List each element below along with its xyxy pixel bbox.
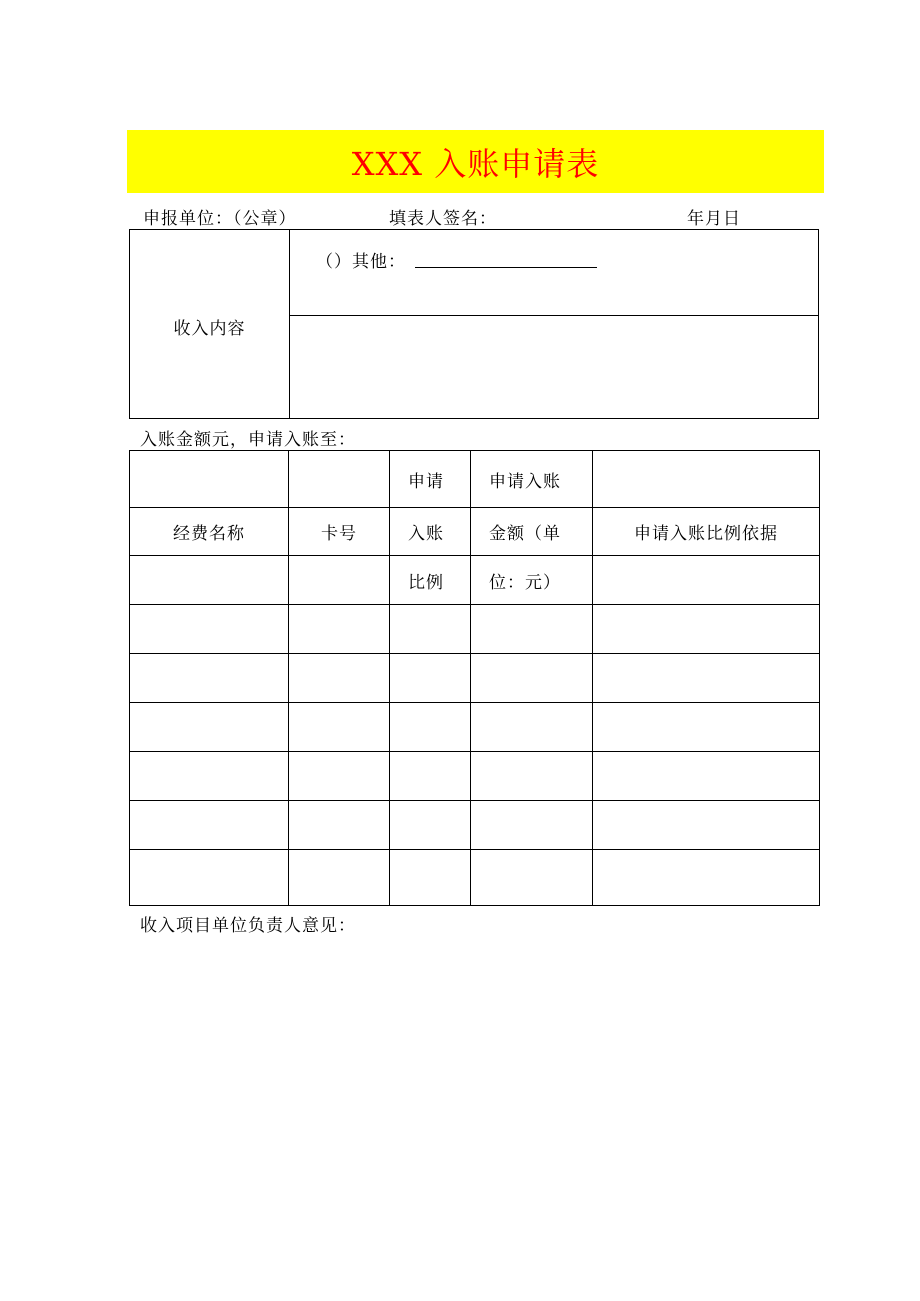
- other-option-label: （）其他：: [316, 252, 406, 272]
- table-row: [130, 556, 820, 605]
- table-cell[interactable]: [593, 703, 820, 752]
- table-row: [130, 451, 820, 508]
- table-cell[interactable]: [471, 654, 593, 703]
- table-cell[interactable]: [289, 451, 390, 508]
- table-cell[interactable]: [471, 850, 593, 906]
- table-cell[interactable]: [593, 451, 820, 508]
- table-row: [130, 801, 820, 850]
- table-cell[interactable]: [130, 451, 289, 508]
- header-card-no: 卡号: [289, 508, 390, 556]
- table-cell[interactable]: [471, 752, 593, 801]
- table-cell[interactable]: [289, 703, 390, 752]
- header-ratio-line1: 申请: [390, 451, 471, 508]
- table-cell[interactable]: [130, 801, 289, 850]
- header-ratio-line3: 比例: [390, 556, 471, 605]
- table-cell[interactable]: [593, 801, 820, 850]
- table-cell[interactable]: [390, 752, 471, 801]
- table-row: [130, 654, 820, 703]
- table-cell[interactable]: [390, 605, 471, 654]
- table-cell[interactable]: [471, 703, 593, 752]
- applicant-unit-label: 申报单位：（公章）: [143, 209, 297, 229]
- table-cell[interactable]: [130, 850, 289, 906]
- date-label: 年月日: [687, 209, 741, 229]
- title-band: [127, 130, 824, 193]
- header-fund-name: 经费名称: [130, 508, 289, 556]
- divider: [289, 230, 290, 418]
- table-cell[interactable]: [390, 801, 471, 850]
- table-cell[interactable]: [130, 654, 289, 703]
- amount-line: 入账金额元，申请入账至：: [140, 430, 356, 450]
- table-cell[interactable]: [593, 605, 820, 654]
- table-row: [130, 752, 820, 801]
- header-amount-line3: 位：元）: [471, 556, 593, 605]
- table-row: [130, 703, 820, 752]
- table-cell[interactable]: [289, 752, 390, 801]
- table-cell[interactable]: [471, 605, 593, 654]
- table-cell[interactable]: [390, 703, 471, 752]
- table-cell[interactable]: [289, 556, 390, 605]
- table-row: [130, 850, 820, 906]
- signer-label: 填表人签名：: [389, 209, 497, 229]
- table-row: [130, 605, 820, 654]
- opinion-label: 收入项目单位负责人意见：: [140, 916, 356, 936]
- table-row: [130, 508, 820, 556]
- header-basis: 申请入账比例依据: [593, 508, 820, 556]
- divider: [290, 315, 818, 316]
- other-fill-line[interactable]: [415, 267, 597, 268]
- income-content-label: 收入内容: [173, 319, 246, 339]
- table-cell[interactable]: [289, 850, 390, 906]
- table-cell[interactable]: [289, 801, 390, 850]
- table-cell[interactable]: [289, 654, 390, 703]
- table-cell[interactable]: [593, 654, 820, 703]
- income-content-box: [129, 229, 819, 419]
- allocation-table: [129, 450, 820, 906]
- table-cell[interactable]: [130, 703, 289, 752]
- table-cell[interactable]: [593, 556, 820, 605]
- form-title: XXX 入账申请表: [351, 144, 600, 183]
- table-cell[interactable]: [289, 605, 390, 654]
- header-amount-line1: 申请入账: [471, 451, 593, 508]
- table-cell[interactable]: [390, 850, 471, 906]
- header-amount-line2: 金额（单: [471, 508, 593, 556]
- header-ratio-line2: 入账: [390, 508, 471, 556]
- table-cell[interactable]: [130, 752, 289, 801]
- table-cell[interactable]: [471, 801, 593, 850]
- table-cell[interactable]: [130, 556, 289, 605]
- table-cell[interactable]: [593, 752, 820, 801]
- table-cell[interactable]: [130, 605, 289, 654]
- table-cell[interactable]: [390, 654, 471, 703]
- table-cell[interactable]: [593, 850, 820, 906]
